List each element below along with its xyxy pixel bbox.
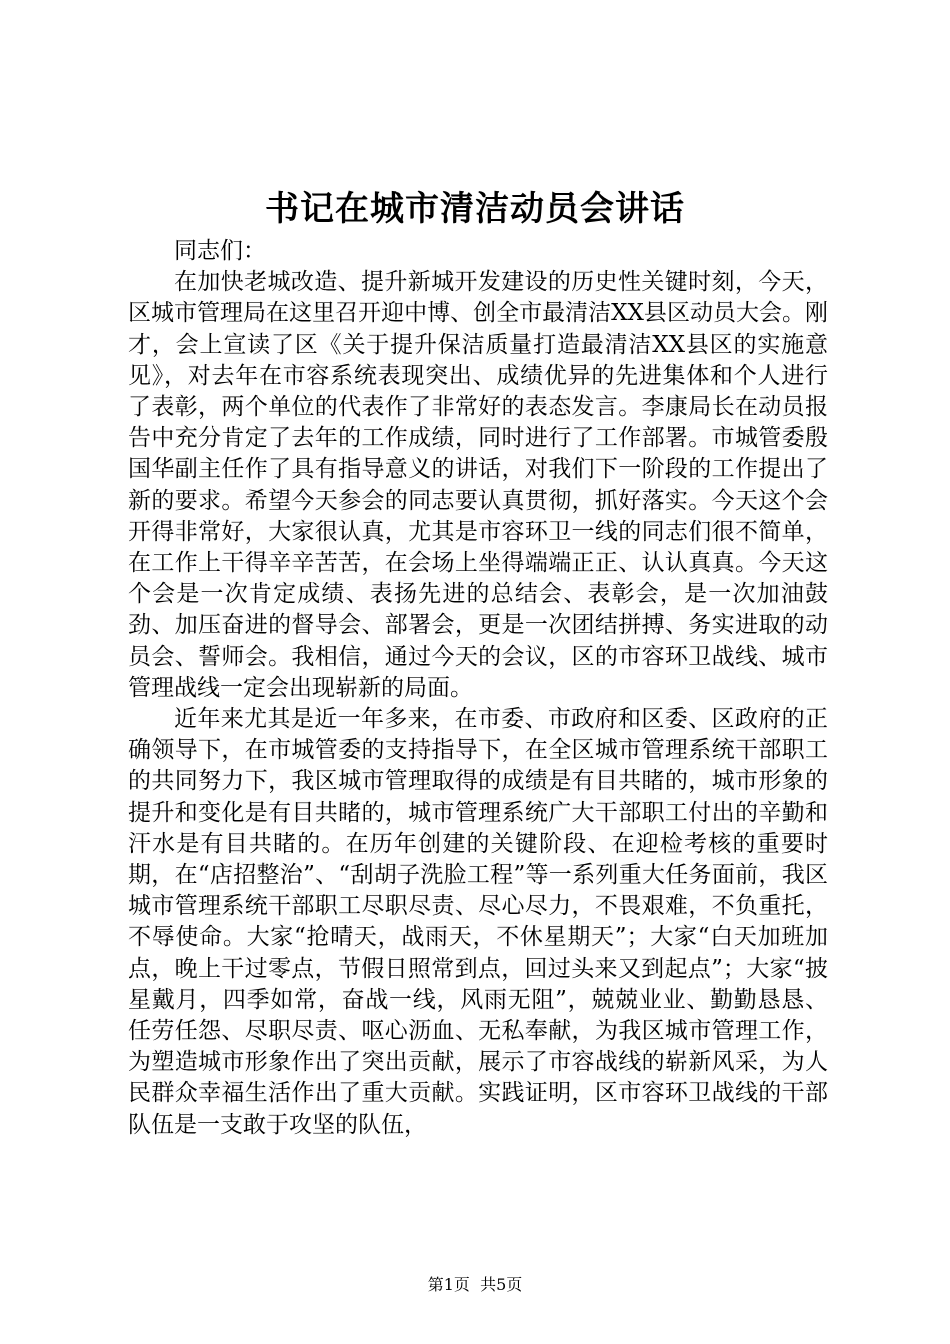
document-body [128, 236, 828, 1141]
salutation-paragraph: 同志们： [174, 238, 266, 264]
body-paragraph: 在加快老城改造、提升新城开发建设的历史性关键时刻，今天，区城市管理局在这里召开迎中博、创全市最清洁XX县区动员大会。刚才，会上宣读了区《关于提升保洁质量打造最清洁XX县区的实施意见》，对去年在市容系统表现突出、成绩优异的先进集体和个人进行了表彰，两个单位的代表作了非常好的表态发言。李康局长在动员报告中充分肯定了去年的工作成绩，同时进行了工作部署。市城管委殷国华副主任作了具有指导意义的讲话，对我们下一阶段的工作提出了新的要求。希望今天参会的同志要认真贯彻，抓好落实。今天这个会开得非常好，大家很认真，尤其是市容环卫一线的同志们很不简单，在工作上干得辛辛苦苦，在会场上坐得端端正正、认认真真。今天这个会是一次肯定成绩、表扬先进的总结会、表彰会，是一次加油鼓劲、加压奋进的督导会、部署会，更是一次团结拼搏、务实进取的动员会、誓师会。我相信，通过今天的会议，区的市容环卫战线、城市管理战线一定会出现崭新的局面。 [128, 269, 828, 701]
page-title: 书记在城市清洁动员会讲话 [265, 189, 685, 229]
page-total: 共5页 [480, 1275, 523, 1294]
page-number: 第1页 [427, 1275, 470, 1294]
body-paragraph: 近年来尤其是近一年多来，在市委、市政府和区委、区政府的正确领导下，在市城管委的支持指导下，在全区城市管理系统干部职工的共同努力下，我区城市管理取得的成绩是有目共睹的，城市形象的提升和变化是有目共睹的，城市管理系统广大干部职工付出的辛勤和汗水是有目共睹的。在历年创建的关键阶段、在迎检考核的重要时期，在“店招整治”、“刮胡子洗脸工程”等一系列重大任务面前，我区城市管理系统干部职工尽职尽责、尽心尽力，不畏艰难，不负重托，不辱使命。大家“抢晴天，战雨天，不休星期天”；大家“白天加班加点，晚上干过零点，节假日照常到点，回过头来又到起点”；大家“披星戴月，四季如常，奋战一线，风雨无阻”，兢兢业业、勤勤恳恳、任劳任怨、尽职尽责、呕心沥血、无私奉献，为我区城市管理工作，为塑造城市形象作出了突出贡献，展示了市容战线的崭新风采，为人民群众幸福生活作出了重大贡献。实践证明，区市容环卫战线的干部队伍是一支敢于攻坚的队伍， [128, 706, 828, 1138]
page-footer [0, 1275, 950, 1295]
